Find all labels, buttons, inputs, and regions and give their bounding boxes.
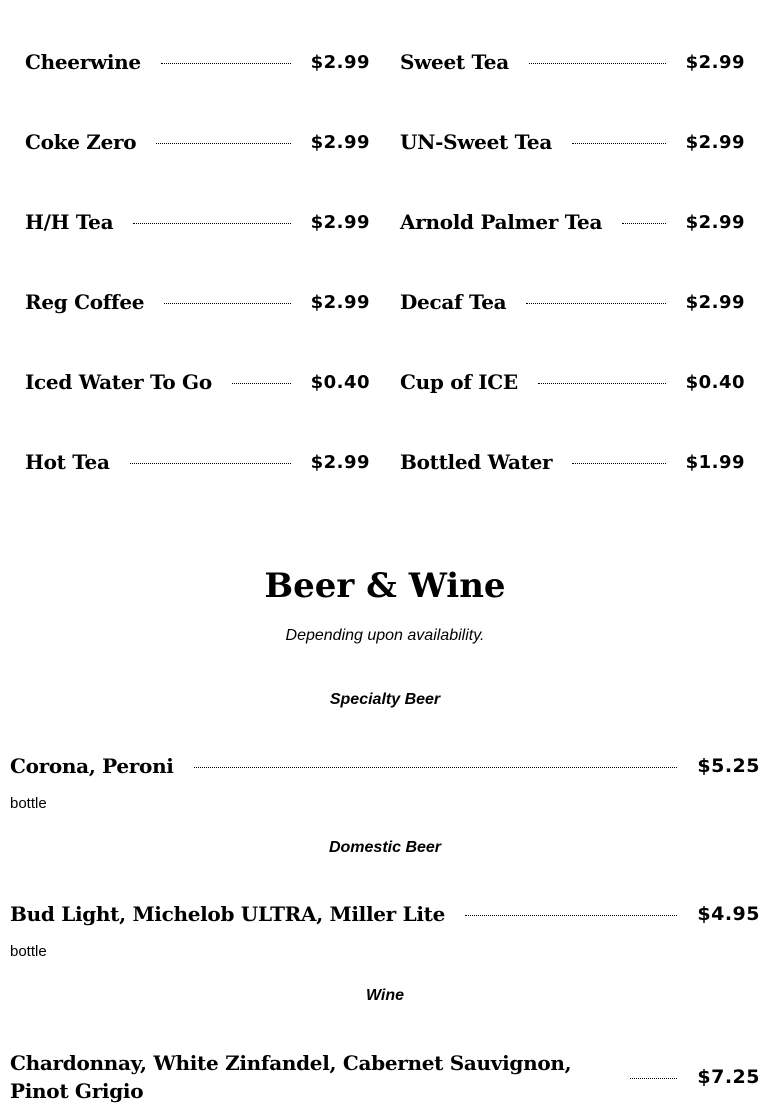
item-price: $2.99 bbox=[685, 131, 745, 153]
item-price: $1.99 bbox=[685, 451, 745, 473]
item-description: bottle bbox=[10, 943, 47, 960]
dotted-leader bbox=[529, 63, 666, 64]
dotted-leader bbox=[572, 463, 665, 464]
menu-item bbox=[10, 1049, 760, 1105]
menu-item bbox=[25, 202, 370, 242]
drinks-menu-grid bbox=[25, 42, 745, 482]
item-name: Chardonnay, White Zinfandel, Cabernet Sauvignon, Pinot Grigio bbox=[10, 1051, 572, 1103]
dotted-leader bbox=[622, 223, 665, 224]
item-name: Cup of ICE bbox=[400, 370, 518, 394]
item-price: $0.40 bbox=[310, 371, 370, 393]
item-name: H/H Tea bbox=[25, 210, 114, 234]
dotted-leader bbox=[630, 1078, 677, 1079]
item-price: $2.99 bbox=[310, 451, 370, 473]
item-price: $2.99 bbox=[310, 51, 370, 73]
menu-item bbox=[400, 442, 745, 482]
item-description: bottle bbox=[10, 795, 47, 812]
item-price: $4.95 bbox=[697, 903, 760, 925]
menu-item bbox=[25, 122, 370, 162]
menu-item bbox=[25, 442, 370, 482]
menu-item bbox=[400, 202, 745, 242]
item-price: $0.40 bbox=[685, 371, 745, 393]
item-name: Bud Light, Michelob ULTRA, Miller Lite bbox=[10, 902, 446, 926]
dotted-leader bbox=[130, 463, 291, 464]
dotted-leader bbox=[232, 383, 291, 384]
item-name: UN-Sweet Tea bbox=[400, 130, 553, 154]
menu-item bbox=[10, 752, 760, 780]
menu-item bbox=[25, 42, 370, 82]
item-name: Sweet Tea bbox=[400, 50, 509, 74]
subcategory-specialty-beer: Specialty Beer bbox=[329, 691, 441, 708]
item-name: Arnold Palmer Tea bbox=[400, 210, 603, 234]
menu-item bbox=[400, 122, 745, 162]
item-price: $2.99 bbox=[310, 291, 370, 313]
menu-item bbox=[25, 362, 370, 402]
dotted-leader bbox=[164, 303, 290, 304]
dotted-leader bbox=[194, 767, 678, 768]
subcategory-wine: Wine bbox=[365, 987, 405, 1004]
dotted-leader bbox=[161, 63, 291, 64]
dotted-leader bbox=[156, 143, 290, 144]
item-name: Reg Coffee bbox=[25, 290, 145, 314]
item-price: $2.99 bbox=[685, 51, 745, 73]
item-name: Iced Water To Go bbox=[25, 370, 212, 394]
dotted-leader bbox=[133, 223, 290, 224]
dotted-leader bbox=[572, 143, 666, 144]
dotted-leader bbox=[538, 383, 666, 384]
section-note: Depending upon availability. bbox=[285, 627, 485, 644]
item-name: Bottled Water bbox=[400, 450, 553, 474]
dotted-leader bbox=[526, 303, 665, 304]
menu-item bbox=[400, 42, 745, 82]
menu-item bbox=[400, 362, 745, 402]
menu-item bbox=[400, 282, 745, 322]
item-name: Decaf Tea bbox=[400, 290, 507, 314]
item-price: $5.25 bbox=[697, 755, 760, 777]
menu-item bbox=[25, 282, 370, 322]
subcategory-domestic-beer: Domestic Beer bbox=[328, 839, 442, 856]
item-price: $2.99 bbox=[685, 211, 745, 233]
item-name: Coke Zero bbox=[25, 130, 137, 154]
item-price: $7.25 bbox=[697, 1066, 760, 1088]
item-name: Cheerwine bbox=[25, 50, 141, 74]
item-price: $2.99 bbox=[685, 291, 745, 313]
item-price: $2.99 bbox=[310, 211, 370, 233]
menu-item bbox=[10, 900, 760, 928]
item-price: $2.99 bbox=[310, 131, 370, 153]
dotted-leader bbox=[465, 915, 677, 916]
item-name: Corona, Peroni bbox=[10, 754, 174, 778]
item-name: Hot Tea bbox=[25, 450, 110, 474]
section-title: Beer & Wine bbox=[264, 566, 506, 606]
